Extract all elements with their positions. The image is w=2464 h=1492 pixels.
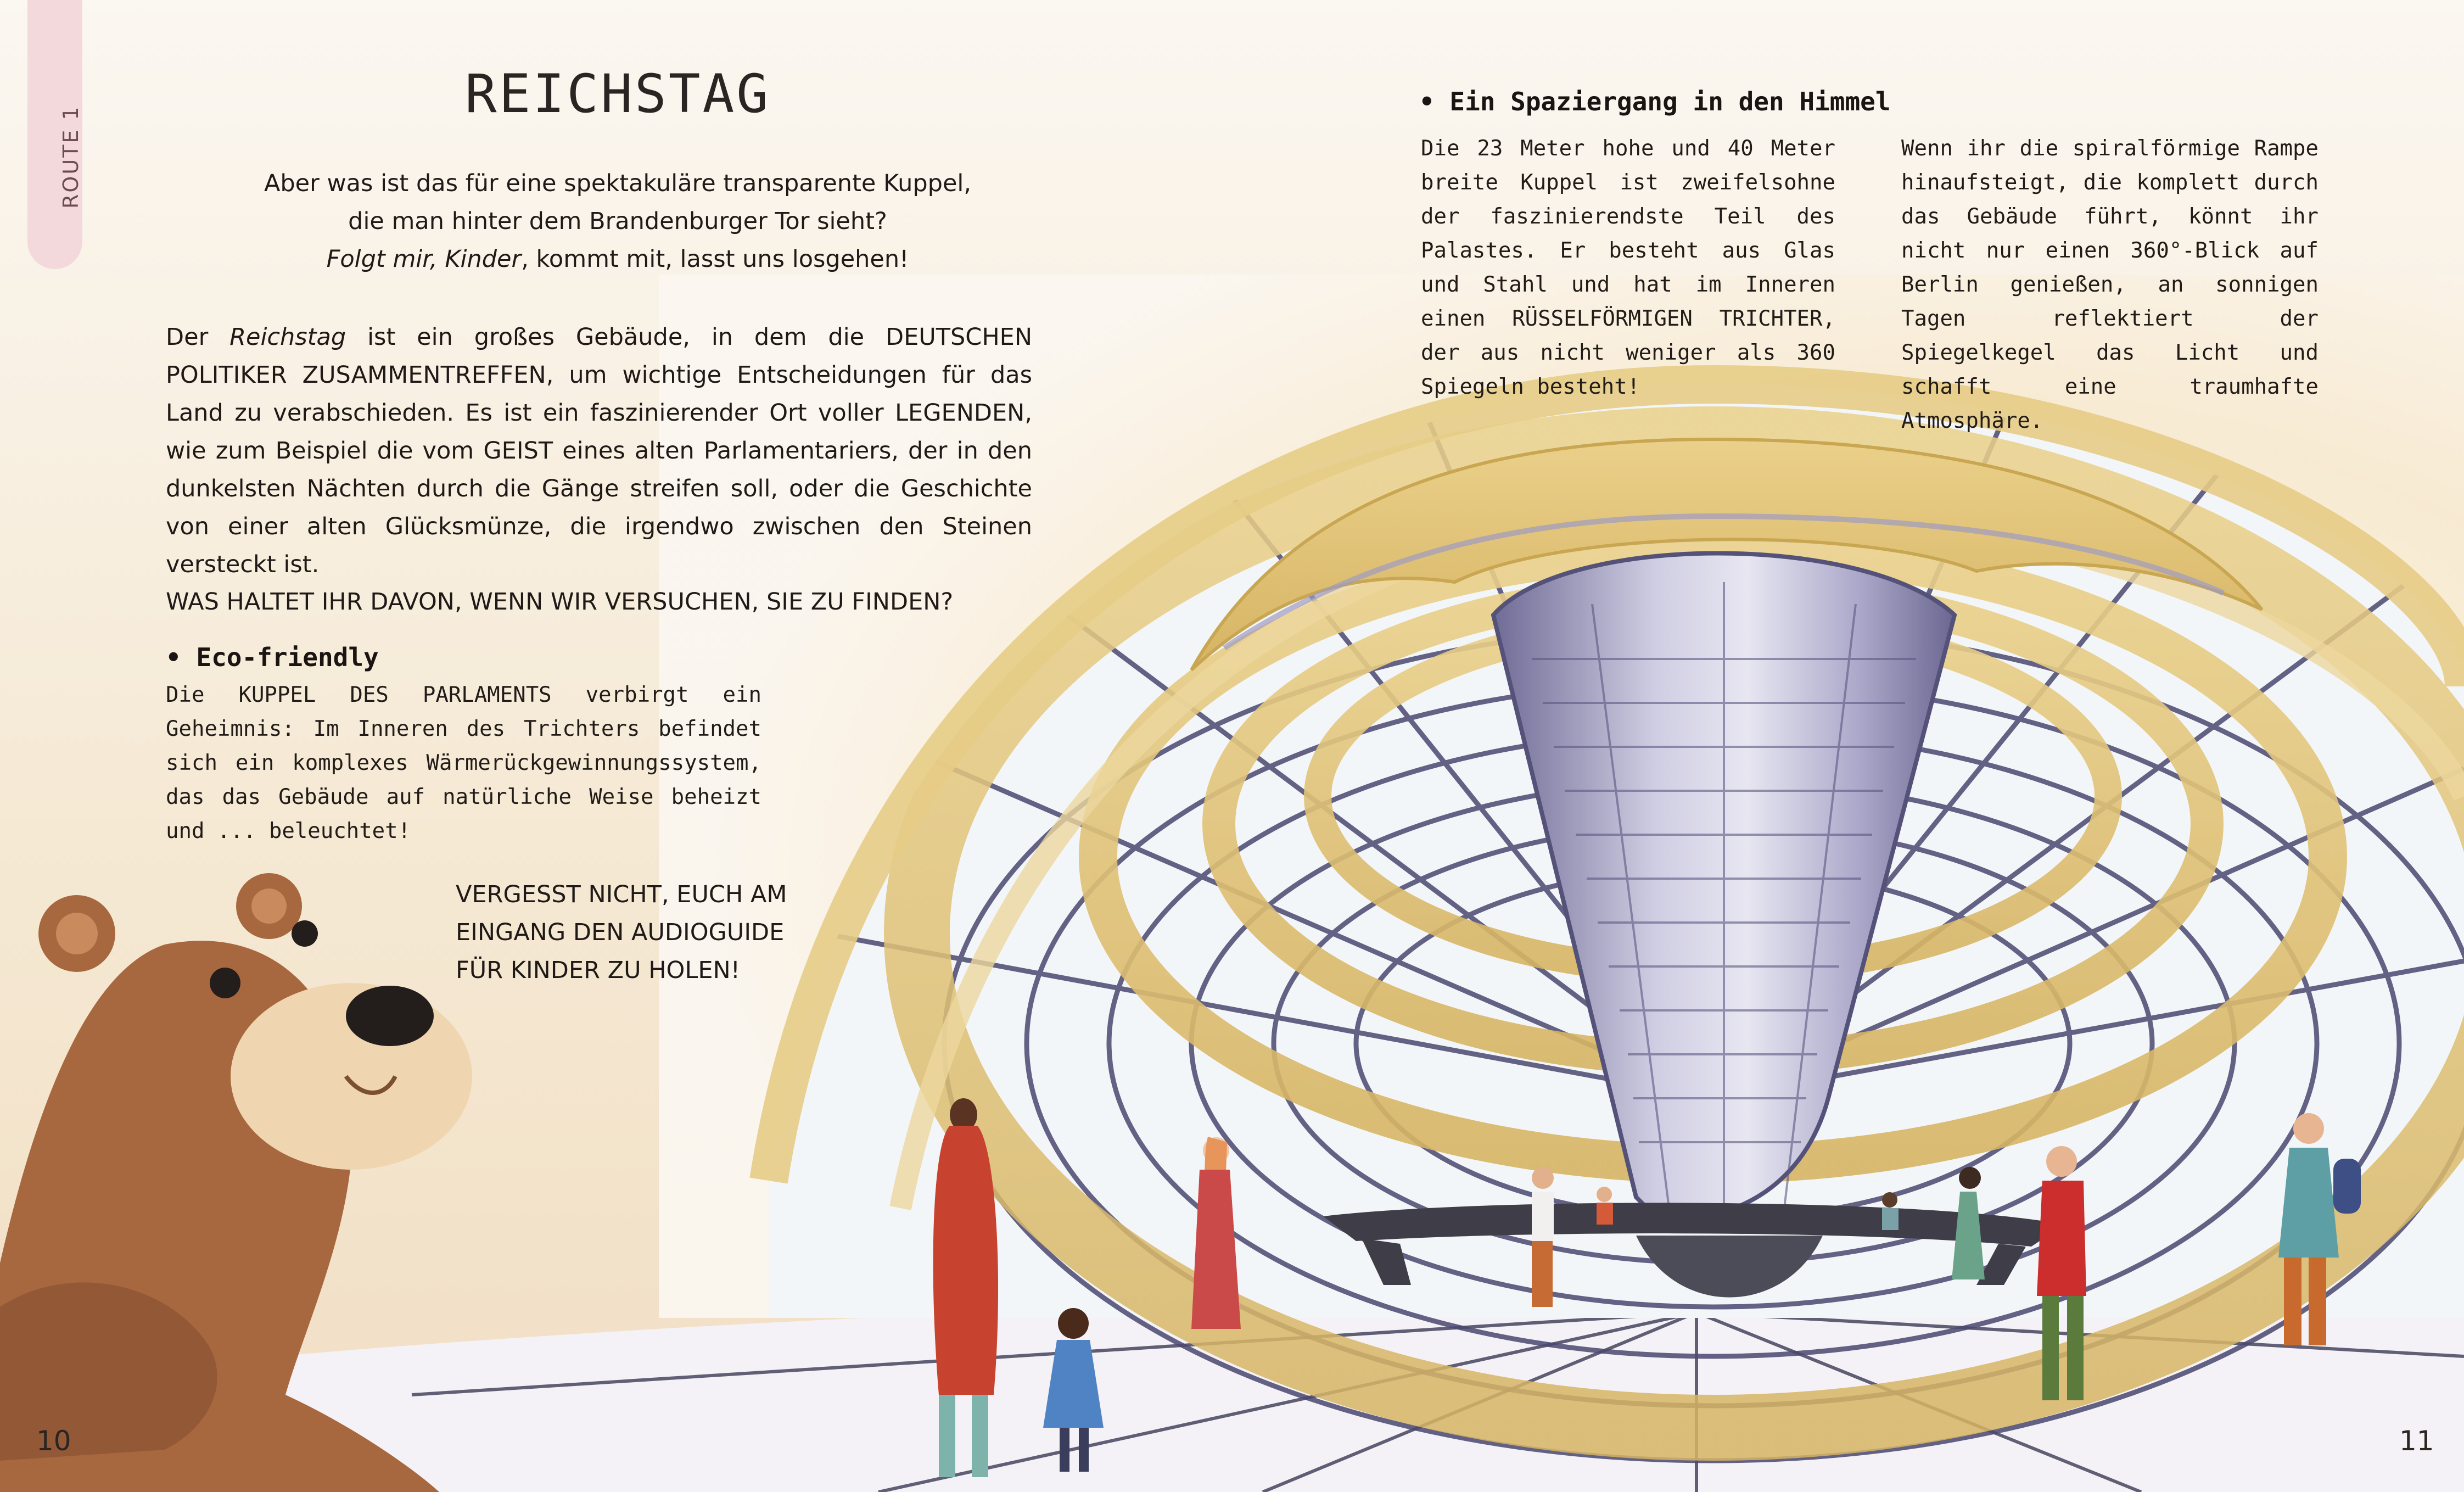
question-line: WAS HALTET IHR DAVON, WENN WIR VERSUCHEN, SIE ZU FINDEN? xyxy=(166,588,954,616)
eco-text: Die KUPPEL DES PARLAMENTS verbirgt ein Geheimnis: Im Inneren des Trichters befindet sich ein komplexes Wärmerückgewinnungssystem, das das Gebäude auf natürliche Weise beheizt und ... beleuchtet! xyxy=(166,683,761,843)
walk-heading: • Ein Spaziergang in den Himmel xyxy=(1419,87,1891,116)
page-title: REICHSTAG xyxy=(464,63,771,125)
intro-line-2: die man hinter dem Brandenburger Tor sieht? xyxy=(348,208,887,235)
walk-column-1: Die 23 Meter hohe und 40 Meter breite Kuppel ist zweifelsohne der faszinierendste Teil des Palastes. Er besteht aus Glas und Stahl und hat im Inneren einen RÜSSELFÖRMIGEN TRICHTER, der aus nicht weniger als 360 Spiegeln besteht! xyxy=(1421,136,1835,399)
main-paragraph xyxy=(166,318,1032,584)
page-number-left: 10 xyxy=(36,1425,71,1457)
route-tab-label: ROUTE 1 xyxy=(59,105,83,209)
intro-line-3-rest: , kommt mit, lasst uns losgehen! xyxy=(521,245,909,273)
intro-line-3-italic: Folgt mir, Kinder xyxy=(326,245,522,273)
intro-line-3 xyxy=(242,241,994,278)
eco-heading: • Eco-friendly xyxy=(166,642,379,672)
main-paragraph-italic: Reichstag xyxy=(229,323,346,351)
audioguide-reminder: VERGESST NICHT, EUCH AM EINGANG DEN AUDIOGUIDE FÜR KINDER ZU HOLEN! xyxy=(456,881,787,984)
page-number-right: 11 xyxy=(2399,1425,2434,1457)
intro-line-1: Aber was ist das für eine spektakuläre transparente Kuppel, xyxy=(264,170,972,197)
intro-text xyxy=(242,165,994,278)
main-paragraph-pre: Der xyxy=(166,323,230,351)
main-paragraph-rest: ist ein großes Gebäude, in dem die DEUTSCHEN POLITIKER ZUSAMMENTREFFEN, um wichtige Entscheidungen für das Land zu verabschieden. Es ist ein faszinierender Ort voller LEGENDEN, wie zum Beispiel die vom GEIST eines alten Parlamentariers, der in den dunkelsten Nächten durch die Gänge streifen soll, oder die Geschichte von einer alten Glücksmünze, die irgendwo zwischen den Steinen versteckt ist. xyxy=(166,323,1032,578)
walk-column-2: Wenn ihr die spiralförmige Rampe hinaufsteigt, die komplett durch das Gebäude führt, könnt ihr nicht nur einen 360°-Blick auf Berlin genießen, an sonnigen Tagen reflektiert der Spiegelkegel das Licht und schafft eine traumhafte Atmosphäre. xyxy=(1901,136,2319,433)
